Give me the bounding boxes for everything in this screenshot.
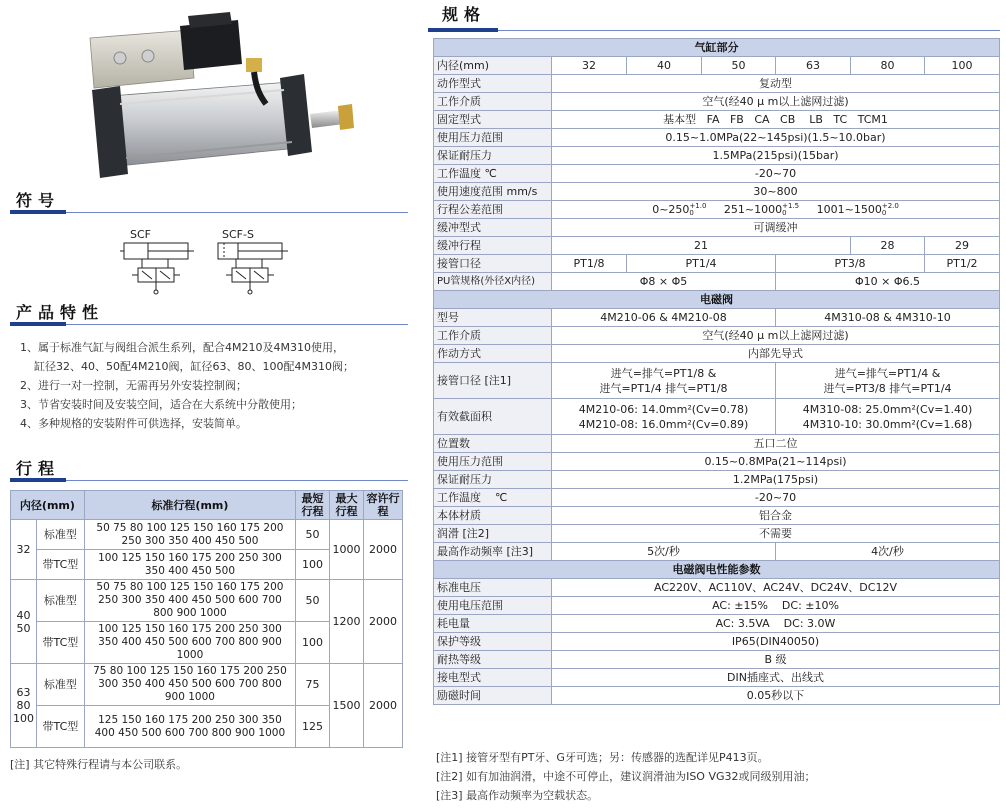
table-row bbox=[11, 520, 403, 550]
row-value: 0.15~1.0MPa(22~145psi)(1.5~10.0bar) bbox=[552, 129, 1000, 147]
row-value: 29 bbox=[925, 237, 1000, 255]
header-rule bbox=[498, 30, 1000, 31]
row-label: 内径(mm) bbox=[434, 57, 552, 75]
symbol-diagrams bbox=[118, 228, 308, 300]
table-row bbox=[434, 525, 1000, 543]
row-label: 使用速度范围 mm/s bbox=[434, 183, 552, 201]
row-value: B 级 bbox=[552, 651, 1000, 669]
row-value: AC: ±15% DC: ±10% bbox=[552, 597, 1000, 615]
area-line: 4M210-08: 16.0mm²(Cv=0.89) bbox=[578, 417, 749, 431]
port-line: 进气=排气=PT1/8 & bbox=[610, 366, 717, 380]
stroke-header-row bbox=[11, 491, 403, 520]
spec-notes bbox=[436, 748, 816, 805]
features-section-header bbox=[10, 300, 408, 326]
table-row bbox=[434, 237, 1000, 255]
cylinder-section-title: 气缸部分 bbox=[434, 39, 1000, 57]
product-photo bbox=[70, 8, 370, 180]
type-cell: 标准型 bbox=[36, 520, 84, 550]
row-value: 4M310-08 & 4M310-10 bbox=[776, 309, 1000, 327]
table-row bbox=[434, 453, 1000, 471]
table-row bbox=[434, 579, 1000, 597]
table-row bbox=[434, 399, 1000, 435]
table-row bbox=[434, 543, 1000, 561]
row-label: 使用电压范围 bbox=[434, 597, 552, 615]
row-value: 21 bbox=[552, 237, 851, 255]
row-value: 1.5MPa(215psi)(15bar) bbox=[552, 147, 1000, 165]
area-line: 4M310-08: 25.0mm²(Cv=1.40) bbox=[802, 402, 973, 416]
valve-section-title: 电磁阀 bbox=[434, 291, 1000, 309]
electrical-section-title: 电磁阀电性能参数 bbox=[434, 561, 1000, 579]
table-row bbox=[434, 471, 1000, 489]
symbol-label-scf-s: SCF-S bbox=[222, 228, 254, 241]
strokes-cell: 50 75 80 100 125 150 160 175 200 250 300 350 400 450 500 600 700 800 900 1000 bbox=[84, 580, 295, 622]
row-value: AC: 3.5VA DC: 3.0W bbox=[552, 615, 1000, 633]
table-row bbox=[11, 664, 403, 706]
row-value: 五口二位 bbox=[552, 435, 1000, 453]
tolerance-2-upper: +1.5 bbox=[782, 202, 800, 210]
type-cell: 带TC型 bbox=[36, 622, 84, 664]
tolerance-3-upper: +2.0 bbox=[881, 202, 899, 210]
table-row bbox=[434, 57, 1000, 75]
table-row bbox=[434, 363, 1000, 399]
tolerance-1-upper: +1.0 bbox=[689, 202, 707, 210]
row-value bbox=[552, 399, 776, 435]
strokes-cell: 100 125 150 160 175 200 250 300 350 400 450 500 bbox=[84, 550, 295, 580]
max-cell: 1000 bbox=[329, 520, 363, 580]
strokes-cell: 125 150 160 175 200 250 300 350 400 450 500 600 700 800 900 1000 bbox=[84, 706, 295, 748]
note-item: [注2] 如有加油润滑，中途不可停止，建议润滑油为ISO VG32或同级别用油； bbox=[436, 770, 816, 783]
row-label: 缓冲行程 bbox=[434, 237, 552, 255]
symbol-section-header bbox=[10, 188, 408, 214]
strokes-cell: 75 80 100 125 150 160 175 200 250 300 350 400 450 500 600 700 800 900 1000 bbox=[84, 664, 295, 706]
tolerance-3-lower: 0 bbox=[881, 209, 887, 217]
row-value: 空气(经40 μ m以上滤网过滤) bbox=[552, 327, 1000, 345]
row-label: 耐热等级 bbox=[434, 651, 552, 669]
header-bar bbox=[10, 322, 66, 326]
table-row bbox=[434, 651, 1000, 669]
bore-value: 32 bbox=[552, 57, 627, 75]
row-value: -20~70 bbox=[552, 165, 1000, 183]
row-label: 使用压力范围 bbox=[434, 453, 552, 471]
header-rule bbox=[66, 480, 408, 481]
bore-value: 100 bbox=[925, 57, 1000, 75]
row-label: 有效截面积 bbox=[434, 399, 552, 435]
stroke-section-header bbox=[10, 456, 408, 482]
symbol-label-scf: SCF bbox=[130, 228, 151, 241]
bore-value: 50 bbox=[702, 57, 776, 75]
row-label: 工作温度 ℃ bbox=[434, 489, 552, 507]
header-bar bbox=[10, 210, 66, 214]
strokes-cell: 100 125 150 160 175 200 250 300 350 400 450 500 600 700 800 900 1000 bbox=[84, 622, 295, 664]
features-section-title: 产品特性 bbox=[16, 303, 105, 322]
row-label: 最高作动频率 [注3] bbox=[434, 543, 552, 561]
row-value: PT1/4 bbox=[627, 255, 776, 273]
table-row bbox=[434, 147, 1000, 165]
row-label: 接电型式 bbox=[434, 669, 552, 687]
row-value: 1.2MPa(175psi) bbox=[552, 471, 1000, 489]
table-row bbox=[434, 345, 1000, 363]
feature-item: 4、多种规格的安装附件可供选择，安装简单。 bbox=[20, 417, 247, 430]
port-line: 进气=排气=PT1/4 & bbox=[834, 366, 941, 380]
table-row bbox=[434, 219, 1000, 237]
note-item: [注1] 接管牙型有PT牙、G牙可选；另：传感器的选配详见P413页。 bbox=[436, 751, 769, 764]
row-label: 使用压力范围 bbox=[434, 129, 552, 147]
row-value: PT3/8 bbox=[776, 255, 925, 273]
min-cell: 50 bbox=[296, 520, 330, 550]
row-label: 固定型式 bbox=[434, 111, 552, 129]
row-label: 型号 bbox=[434, 309, 552, 327]
header-rule bbox=[66, 212, 408, 213]
row-value: 铝合金 bbox=[552, 507, 1000, 525]
table-row bbox=[434, 633, 1000, 651]
row-value: 内部先导式 bbox=[552, 345, 1000, 363]
pneumatic-symbols bbox=[118, 228, 308, 300]
table-row bbox=[434, 669, 1000, 687]
table-row bbox=[434, 201, 1000, 219]
type-cell: 带TC型 bbox=[36, 706, 84, 748]
stroke-section-title: 行程 bbox=[16, 459, 61, 478]
table-row bbox=[434, 93, 1000, 111]
min-cell: 100 bbox=[296, 550, 330, 580]
allow-cell: 2000 bbox=[363, 580, 402, 664]
header-bar bbox=[428, 28, 498, 32]
bore-value: 63 bbox=[776, 57, 851, 75]
tolerance-2-lower: 0 bbox=[782, 209, 787, 217]
row-value: PT1/8 bbox=[552, 255, 627, 273]
row-label: 工作介质 bbox=[434, 327, 552, 345]
row-label: 耗电量 bbox=[434, 615, 552, 633]
row-value bbox=[776, 399, 1000, 435]
strokes-cell: 50 75 80 100 125 150 160 175 200 250 300 350 400 450 500 bbox=[84, 520, 295, 550]
header-bore: 内径(mm) bbox=[11, 491, 85, 520]
row-value: PT1/2 bbox=[925, 255, 1000, 273]
allow-cell: 2000 bbox=[363, 520, 402, 580]
row-label: 工作介质 bbox=[434, 93, 552, 111]
table-row bbox=[434, 165, 1000, 183]
header-min: 最短行程 bbox=[296, 491, 330, 520]
header-rule bbox=[66, 324, 408, 325]
row-label: 润滑 [注2] bbox=[434, 525, 552, 543]
port-line: 进气=PT1/4 排气=PT1/8 bbox=[599, 381, 728, 395]
row-label: 标准电压 bbox=[434, 579, 552, 597]
min-cell: 125 bbox=[296, 706, 330, 748]
row-label: 本体材质 bbox=[434, 507, 552, 525]
row-value: IP65(DIN40050) bbox=[552, 633, 1000, 651]
row-label: 工作温度 ℃ bbox=[434, 165, 552, 183]
row-value: Φ8 × Φ5 bbox=[552, 273, 776, 291]
row-value: 0.05秒以下 bbox=[552, 687, 1000, 705]
row-label: 接管口径 [注1] bbox=[434, 363, 552, 399]
row-value bbox=[552, 201, 1000, 219]
table-row bbox=[11, 580, 403, 622]
cylinder-section-row bbox=[434, 39, 1000, 57]
table-row bbox=[434, 111, 1000, 129]
tolerance-3: 1001~1500 bbox=[816, 203, 882, 216]
row-label: 缓冲型式 bbox=[434, 219, 552, 237]
row-value: 5次/秒 bbox=[552, 543, 776, 561]
row-value: 不需要 bbox=[552, 525, 1000, 543]
tolerance-1: 0~250 bbox=[652, 203, 690, 216]
row-value: 0.15~0.8MPa(21~114psi) bbox=[552, 453, 1000, 471]
row-label: PU管规格(外径X内径) bbox=[434, 273, 552, 291]
feature-item: 2、进行一对一控制，无需再另外安装控制阀； bbox=[20, 379, 247, 392]
note-item: [注3] 最高作动频率为空载状态。 bbox=[436, 789, 599, 802]
header-bar bbox=[10, 478, 66, 482]
tolerance-2: 251~1000 bbox=[723, 203, 783, 216]
table-row bbox=[434, 597, 1000, 615]
row-label: 行程公差范围 bbox=[434, 201, 552, 219]
stroke-note: [注] 其它特殊行程请与本公司联系。 bbox=[10, 758, 188, 771]
row-label: 励磁时间 bbox=[434, 687, 552, 705]
row-label: 保护等级 bbox=[434, 633, 552, 651]
row-label: 保证耐压力 bbox=[434, 147, 552, 165]
feature-item: 缸径32、40、50配4M210阀，缸径63、80、100配4M310阀； bbox=[34, 360, 354, 373]
bore-cell: 63 80 100 bbox=[11, 664, 37, 748]
bore-cell: 40 50 bbox=[11, 580, 37, 664]
row-value: AC220V、AC110V、AC24V、DC24V、DC12V bbox=[552, 579, 1000, 597]
table-row bbox=[434, 273, 1000, 291]
area-line: 4M210-06: 14.0mm²(Cv=0.78) bbox=[578, 402, 749, 416]
port-line: 进气=PT3/8 排气=PT1/4 bbox=[823, 381, 952, 395]
bore-cell: 32 bbox=[11, 520, 37, 580]
min-cell: 75 bbox=[296, 664, 330, 706]
row-label: 位置数 bbox=[434, 435, 552, 453]
row-value: 30~800 bbox=[552, 183, 1000, 201]
table-row bbox=[434, 255, 1000, 273]
stroke-table bbox=[10, 490, 403, 748]
table-row bbox=[434, 327, 1000, 345]
bore-value: 80 bbox=[851, 57, 925, 75]
spec-section-title: 规格 bbox=[442, 5, 487, 24]
allow-cell: 2000 bbox=[363, 664, 402, 748]
row-label: 动作型式 bbox=[434, 75, 552, 93]
symbol-section-title: 符号 bbox=[16, 191, 61, 210]
bore-value: 40 bbox=[627, 57, 702, 75]
valve-section-row bbox=[434, 291, 1000, 309]
feature-item: 3、节省安装时间及安装空间，适合在大系统中分散使用； bbox=[20, 398, 302, 411]
header-max: 最大行程 bbox=[329, 491, 363, 520]
row-value: 4次/秒 bbox=[776, 543, 1000, 561]
table-row bbox=[434, 309, 1000, 327]
electrical-section-row bbox=[434, 561, 1000, 579]
row-value bbox=[552, 363, 776, 399]
row-label: 接管口径 bbox=[434, 255, 552, 273]
min-cell: 50 bbox=[296, 580, 330, 622]
row-label: 作动方式 bbox=[434, 345, 552, 363]
max-cell: 1500 bbox=[329, 664, 363, 748]
feature-list bbox=[20, 338, 410, 433]
row-value: 28 bbox=[851, 237, 925, 255]
area-line: 4M310-10: 30.0mm²(Cv=1.68) bbox=[802, 417, 973, 431]
min-cell: 100 bbox=[296, 622, 330, 664]
row-value: -20~70 bbox=[552, 489, 1000, 507]
table-row bbox=[434, 489, 1000, 507]
row-value: 可调缓冲 bbox=[552, 219, 1000, 237]
row-value: 4M210-06 & 4M210-08 bbox=[552, 309, 776, 327]
spec-table bbox=[433, 38, 1000, 705]
feature-item: 1、属于标准气缸与阀组合派生系列，配合4M210及4M310使用， bbox=[20, 341, 344, 354]
table-row bbox=[434, 183, 1000, 201]
header-standard: 标准行程(mm) bbox=[84, 491, 295, 520]
type-cell: 标准型 bbox=[36, 664, 84, 706]
table-row bbox=[434, 435, 1000, 453]
row-value: 空气(经40 μ m以上滤网过滤) bbox=[552, 93, 1000, 111]
type-cell: 标准型 bbox=[36, 580, 84, 622]
type-cell: 带TC型 bbox=[36, 550, 84, 580]
table-row bbox=[434, 687, 1000, 705]
row-value: 基本型 FA FB CA CB LB TC TCM1 bbox=[552, 111, 1000, 129]
max-cell: 1200 bbox=[329, 580, 363, 664]
table-row bbox=[434, 129, 1000, 147]
row-label: 保证耐压力 bbox=[434, 471, 552, 489]
spec-section-header bbox=[428, 0, 1000, 32]
row-value bbox=[776, 363, 1000, 399]
row-value: Φ10 × Φ6.5 bbox=[776, 273, 1000, 291]
table-row bbox=[434, 75, 1000, 93]
header-allow: 容许行程 bbox=[363, 491, 402, 520]
tolerance-1-lower: 0 bbox=[689, 209, 694, 217]
row-value: DIN插座式、出线式 bbox=[552, 669, 1000, 687]
row-value: 复动型 bbox=[552, 75, 1000, 93]
table-row bbox=[434, 615, 1000, 633]
table-row bbox=[434, 507, 1000, 525]
